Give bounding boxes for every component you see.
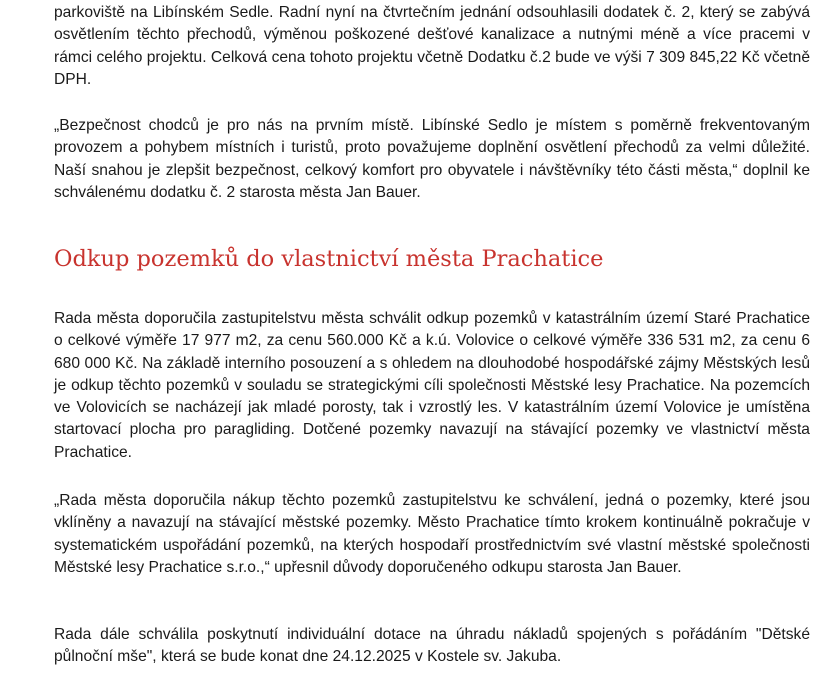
paragraph-land-purchase: Rada města doporučila zastupitelstvu města schválit odkup pozemků v katastrálním území Staré Prachatice o celkové výměře 17 977 m2, za cenu 560.000 Kč a k.ú. Volovice o celkové výměře 336 531 m2, za cenu 6 680 000 Kč. Na základě interního posouzení a s ohledem na dlouhodobé hospodářské zájmy Městských lesů je odkup těchto pozemků v souladu se strategickými cíli společnosti Městské lesy Prachatice. Na pozemcích ve Volovicích se nacházejí jak mladé porosty, tak i vzrostlý les. V katastrálním území Volovice je umístěna startovací plocha pro paragliding. Dotčené pozemky navazují na stávající pozemky ve vlastnictví města Prachatice. — [54, 310, 810, 461]
section-heading: Odkup pozemků do vlastnictví města Prachatice — [54, 246, 604, 272]
paragraph-lighting-addendum: parkoviště na Libínském Sedle. Radní nyní na čtvrtečním jednání odsouhlasili dodatek č. 2, který se zabývá osvětlením těchto přechodů, výměnou poškozené dešťové kanalizace a nutnými méně a více pracemi v rámci celého projektu. Celková cena tohoto projektu včetně Dodatku č.2 bude ve výši 7 309 845,22 Kč včetně DPH. — [54, 4, 810, 88]
paragraph-grant-mass: Rada dále schválila poskytnutí individuální dotace na úhradu nákladů spojených s pořádáním "Dětské půlnoční mše", která se bude konat dne 24.12.2025 v Kostele sv. Jakuba. — [54, 626, 810, 666]
paragraph-mayor-quote-land: „Rada města doporučila nákup těchto pozemků zastupitelstvu ke schválení, jedná o pozemky, které jsou vklíněny a navazují na stávající městské pozemky. Město Prachatice tímto krokem kontinuálně pokračuje v systematickém uspořádání pozemků, na kterých hospodaří prostřednictvím své vlastní městské společnosti Městské lesy Prachatice s.r.o.,“ upřesnil důvody doporučeného odkupu starosta Jan Bauer. — [54, 492, 810, 576]
paragraph-mayor-quote-safety: „Bezpečnost chodců je pro nás na prvním místě. Libínské Sedlo je místem s poměrně frekventovaným provozem a pohybem místních i turistů, proto považujeme doplnění osvětlení přechodů za velmi důležité. Naší snahou je zlepšit bezpečnost, celkový komfort pro obyvatele i návštěvníky této části města,“ doplnil ke schválenému dodatku č. 2 starosta města Jan Bauer. — [54, 117, 810, 201]
